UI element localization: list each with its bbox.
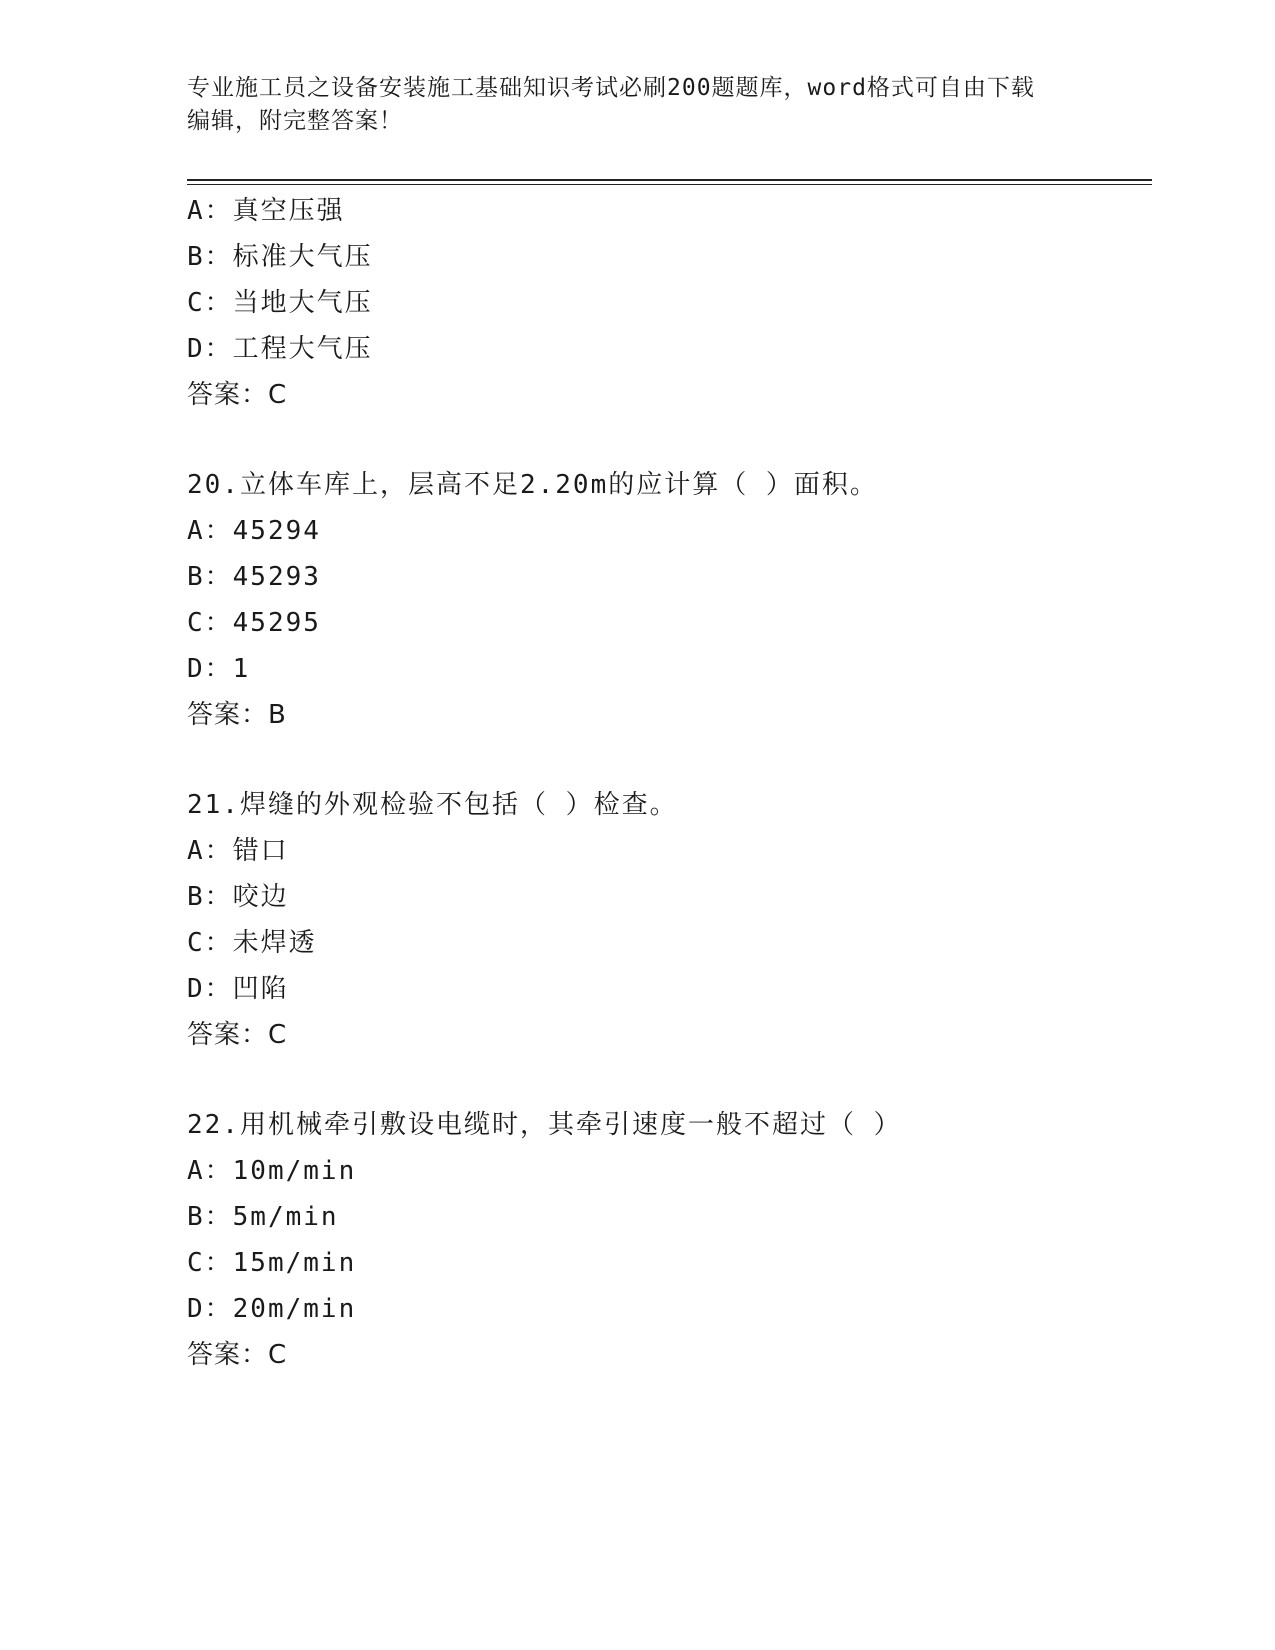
question-text: 22.用机械牵引敷设电缆时，其牵引速度一般不超过（ ） <box>187 1110 902 1140</box>
option-c: C：15m/min <box>187 1248 357 1278</box>
question-block-21 <box>187 782 1152 1058</box>
block-spacer <box>187 738 1152 782</box>
option-c: C：当地大气压 <box>187 288 373 318</box>
option-a: A：真空压强 <box>187 196 345 226</box>
document-header <box>187 72 1067 138</box>
option-a: A：10m/min <box>187 1156 357 1186</box>
option-d: D：20m/min <box>187 1294 357 1324</box>
block-spacer <box>187 418 1152 462</box>
header-divider-thin <box>187 184 1152 185</box>
option-d: D：工程大气压 <box>187 334 373 364</box>
header-title-line2: 编辑，附完整答案！ <box>187 108 403 134</box>
option-b: B：45293 <box>187 562 321 592</box>
option-c: C：45295 <box>187 608 321 638</box>
block-spacer <box>187 1058 1152 1102</box>
option-c: C：未焊透 <box>187 928 317 958</box>
answer-line: 答案：C <box>187 380 288 410</box>
question-text: 21.焊缝的外观检验不包括（ ）检查。 <box>187 790 678 820</box>
option-b: B：5m/min <box>187 1202 339 1232</box>
question-block-19 <box>187 188 1152 418</box>
question-text: 20.立体车库上，层高不足2.20m的应计算（ ）面积。 <box>187 470 878 500</box>
question-block-20 <box>187 462 1152 738</box>
option-a: A：错口 <box>187 836 289 866</box>
option-b: B：咬边 <box>187 882 289 912</box>
option-d: D：凹陷 <box>187 974 289 1004</box>
option-b: B：标准大气压 <box>187 242 373 272</box>
question-list <box>187 188 1152 1378</box>
answer-line: 答案：C <box>187 1020 288 1050</box>
answer-line: 答案：C <box>187 1340 288 1370</box>
option-a: A：45294 <box>187 516 321 546</box>
header-divider-thick <box>187 179 1152 181</box>
option-d: D：1 <box>187 654 251 684</box>
answer-line: 答案：B <box>187 700 287 730</box>
header-title-line1: 专业施工员之设备安装施工基础知识考试必刷200题题库，word格式可自由下载 <box>187 75 1035 101</box>
question-block-22 <box>187 1102 1152 1378</box>
